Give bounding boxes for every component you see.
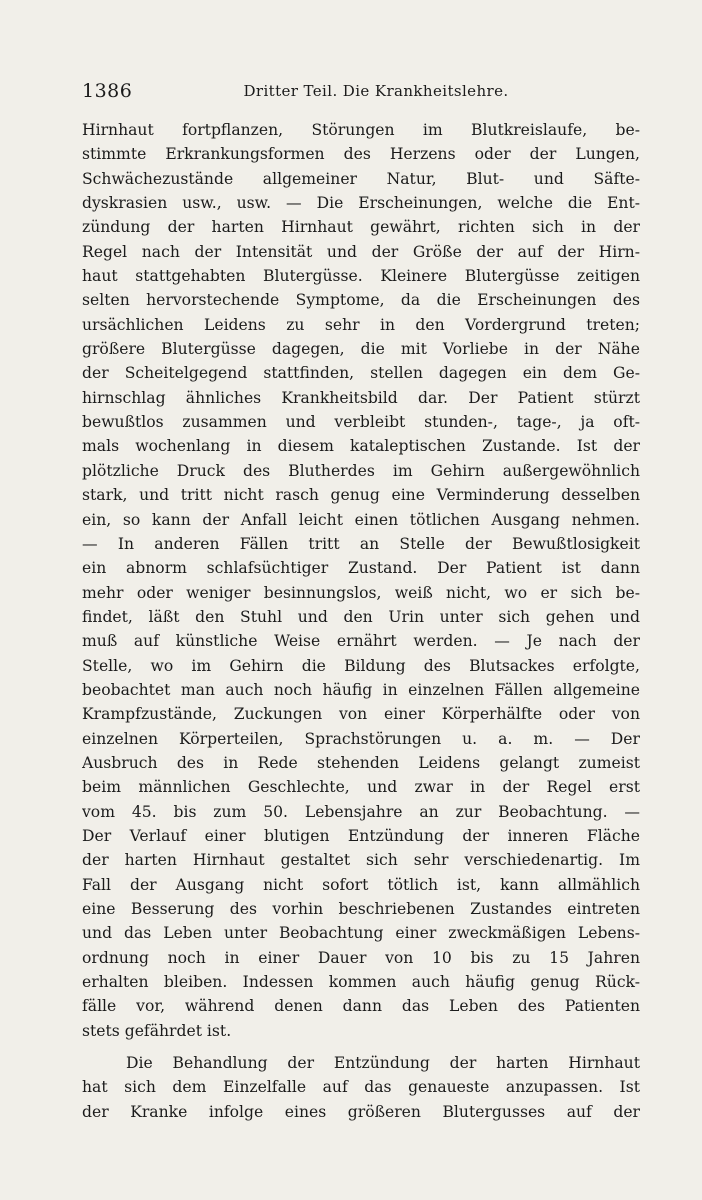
running-title: Dritter Teil. Die Krankheitslehre.	[243, 82, 509, 100]
text-line: fälle vor, während denen dann das Leben des Patienten	[82, 997, 640, 1016]
text-line: plötzliche Druck des Blutherdes im Gehirn außergewöhnlich	[82, 461, 640, 480]
text-line: größere Blutergüsse dagegen, die mit Vorliebe in der Nähe	[82, 340, 640, 359]
text-line: Hirnhaut fortpflanzen, Störungen im Blutkreislaufe, be-	[82, 121, 640, 139]
text-line: erhalten bleiben. Indessen kommen auch häufig genug Rück-	[82, 973, 640, 992]
text-line: stets gefährdet ist.	[82, 1021, 232, 1040]
text-line: dyskrasien usw., usw. — Die Erscheinungen, welche die Ent-	[82, 194, 640, 213]
body-text	[82, 118, 640, 1124]
text-line: Regel nach der Intensität und der Größe der auf der Hirn-	[82, 242, 640, 261]
text-line: eine Besserung des vorhin beschriebenen Zustandes eintreten	[82, 900, 640, 918]
text-line: einzelnen Körperteilen, Sprachstörungen u. a. m. — Der	[82, 729, 640, 748]
text-line: ursächlichen Leidens zu sehr in den Vordergrund treten;	[82, 315, 640, 334]
text-line: bewußtlos zusammen und verbleibt stunden-, tage-, ja oft-	[82, 413, 640, 432]
text-line: Stelle, wo im Gehirn die Bildung des Blutsackes erfolgte,	[82, 656, 640, 675]
text-line: beobachtet man auch noch häufig in einzelnen Fällen allgemeine	[82, 680, 640, 699]
text-line: hat sich dem Einzelfalle auf das genaueste anzupassen. Ist	[82, 1078, 640, 1097]
text-line: — In anderen Fällen tritt an Stelle der Bewußtlosigkeit	[82, 534, 640, 553]
page-header	[82, 80, 640, 106]
text-line: mals wochenlang in diesem kataleptischen Zustande. Ist der	[82, 437, 640, 456]
text-line: und das Leben unter Beobachtung einer zweckmäßigen Lebens-	[82, 924, 640, 943]
text-line: Schwächezustände allgemeiner Natur, Blut- und Säfte-	[82, 169, 640, 188]
page-number: 1386	[82, 80, 133, 102]
text-line: der Kranke infolge eines größeren Blutergusses auf der	[82, 1102, 640, 1121]
text-line: selten hervorstechende Symptome, da die Erscheinungen des	[82, 291, 640, 310]
text-line: stark, und tritt nicht rasch genug eine Verminderung desselben	[82, 486, 640, 505]
text-line: Krampfzustände, Zuckungen von einer Körperhälfte oder von	[82, 705, 640, 724]
text-line: haut stattgehabten Blutergüsse. Kleinere Blutergüsse zeitigen	[82, 267, 640, 286]
text-line: Fall der Ausgang nicht sofort tötlich ist, kann allmählich	[82, 875, 640, 894]
text-line: der harten Hirnhaut gestaltet sich sehr verschiedenartig. Im	[82, 851, 640, 870]
text-line: stimmte Erkrankungsformen des Herzens oder der Lungen,	[82, 145, 640, 164]
text-line: der Scheitelgegend stattfinden, stellen dagegen ein dem Ge-	[82, 364, 640, 383]
paragraph-2	[82, 1051, 640, 1124]
text-line: Die Behandlung der Entzündung der harten Hirnhaut	[126, 1054, 640, 1073]
text-line: ordnung noch in einer Dauer von 10 bis zu 15 Jahren	[82, 948, 640, 967]
text-line: beim männlichen Geschlechte, und zwar in der Regel erst	[82, 778, 640, 797]
text-line: findet, läßt den Stuhl und den Urin unter sich gehen und	[82, 607, 640, 626]
text-line: mehr oder weniger besinnungslos, weiß nicht, wo er sich be-	[82, 583, 640, 602]
text-line: hirnschlag ähnliches Krankheitsbild dar. Der Patient stürzt	[82, 388, 640, 407]
text-line: muß auf künstliche Weise ernährt werden. — Je nach der	[82, 632, 640, 651]
text-line: zündung der harten Hirnhaut gewährt, richten sich in der	[82, 218, 640, 237]
text-line: vom 45. bis zum 50. Lebensjahre an zur Beobachtung. —	[82, 802, 640, 821]
text-line: ein, so kann der Anfall leicht einen tötlichen Ausgang nehmen.	[82, 510, 640, 529]
text-line: Ausbruch des in Rede stehenden Leidens gelangt zumeist	[82, 753, 640, 772]
paragraph-1	[82, 118, 640, 1043]
text-line: ein abnorm schlafsüchtiger Zustand. Der Patient ist dann	[82, 559, 640, 578]
text-line: Der Verlauf einer blutigen Entzündung der inneren Fläche	[82, 826, 640, 845]
